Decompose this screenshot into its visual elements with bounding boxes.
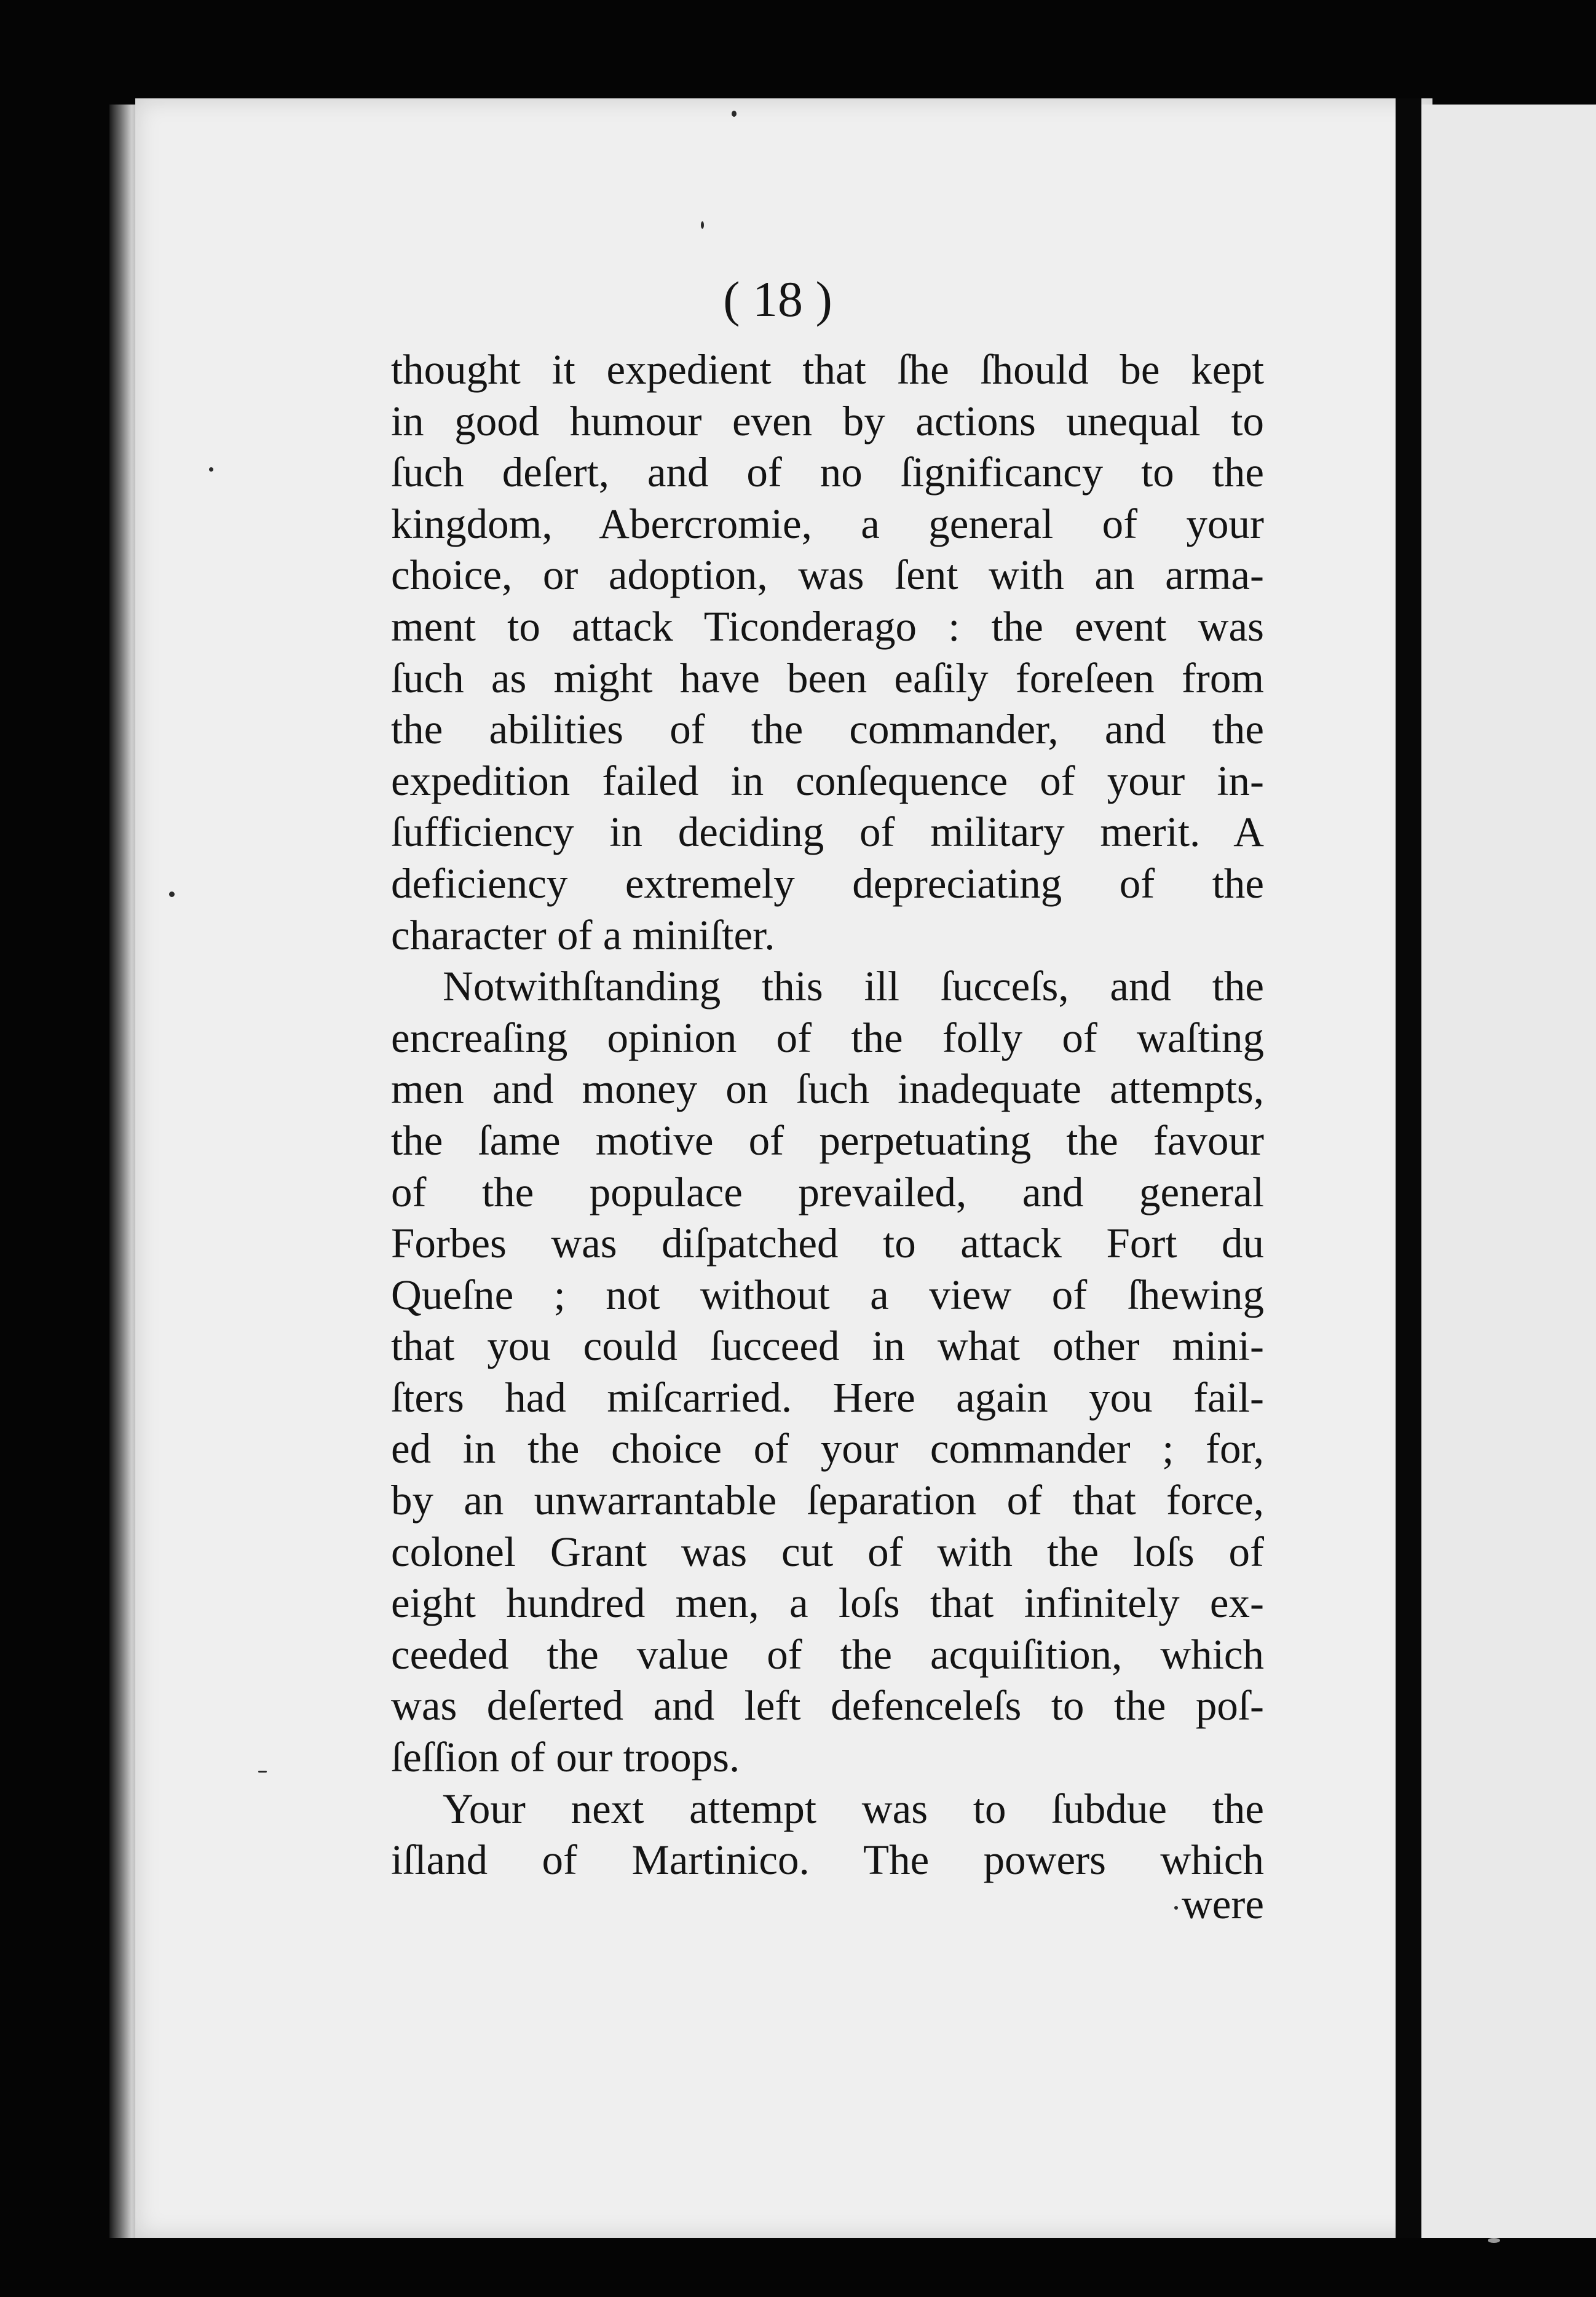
text-line: was deſerted and left defenceleſs to the poſ- [391,1682,1264,1730]
paper-speck [209,467,213,472]
text-line: ſters had miſcarried. Here again you fail- [391,1374,1264,1421]
text-line: that you could ſucceed in what other mini- [391,1322,1264,1370]
text-line: ſufficiency in deciding of military merit. A [391,808,1264,856]
text-line: Notwithſtanding this ill ſucceſs, and the [443,963,1264,1010]
paper-speck [1174,1906,1178,1910]
paper-speck [732,111,737,117]
text-line: of the populace prevailed, and general [391,1168,1264,1216]
text-line: character of a miniſter. [391,911,775,959]
text-line: ed in the choice of your commander ; for, [391,1425,1264,1473]
text-line: Queſne ; not without a view of ſhewing [391,1271,1264,1318]
text-line: men and money on ſuch inadequate attempts, [391,1065,1264,1113]
text-line: in good humour even by actions unequal to [391,397,1264,445]
text-line: ment to attack Ticonderago : the event was [391,603,1264,650]
facing-page-edge [1421,105,1596,2238]
paper-speck [258,1771,267,1773]
text-line: Your next attempt was to ſubdue the [443,1785,1264,1832]
text-line: ceeded the value of the acquiſition, which [391,1631,1264,1678]
paragraph-3 [391,1784,1264,1886]
text-line: ſuch deſert, and of no ſignificancy to the [391,449,1264,496]
paper-speck [169,892,175,897]
text-line: colonel Grant was cut of with the loſs of [391,1528,1264,1575]
paragraph-2 [391,961,1264,1784]
text-line: eight hundred men, a loſs that infinitely ex- [391,1579,1264,1627]
catchword: were [1181,1881,1264,1927]
text-line: ſeſſion of our troops. [391,1734,740,1781]
text-line: ſuch as might have been eaſily foreſeen from [391,654,1264,702]
page-number: ( 18 ) [723,271,832,327]
text-line: by an unwarrantable ſeparation of that force, [391,1477,1264,1524]
text-line: Forbes was diſpatched to attack Fort du [391,1220,1264,1267]
page-body-text [391,344,1264,1886]
text-line: the abilities of the commander, and the [391,706,1264,753]
text-line: choice, or adoption, was ſent with an arma- [391,552,1264,599]
book-gutter [1396,98,1421,2238]
text-line: thought it expedient that ſhe ſhould be kept [391,346,1264,393]
text-line: kingdom, Abercromie, a general of your [391,500,1264,547]
text-line: expedition failed in conſequence of your in- [391,757,1264,804]
paper-speck [701,221,704,229]
paper-speck [1488,2238,1500,2243]
text-line: encreaſing opinion of the folly of waſting [391,1014,1264,1061]
text-line: the ſame motive of perpetuating the favour [391,1117,1264,1164]
text-line: deficiency extremely depreciating of the [391,860,1264,907]
text-line: iſland of Martinico. The powers which [391,1836,1264,1884]
paragraph-1 [391,344,1264,961]
